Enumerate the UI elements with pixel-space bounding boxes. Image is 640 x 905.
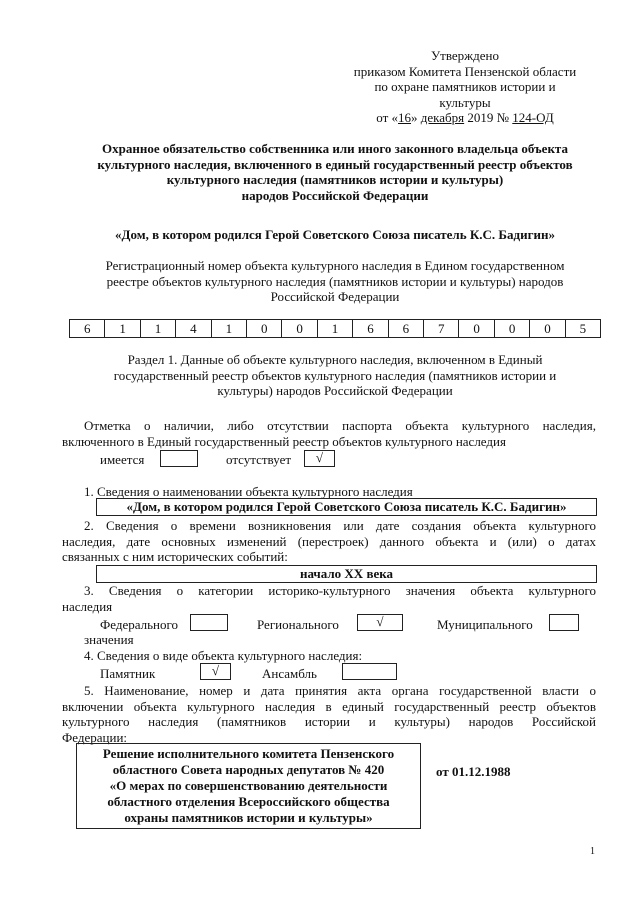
item-2-text: 2. Сведения о времени возникновения или дате создания объекта культурного наследия, дате основных изменений (перестроек) данного объекта и (или) о датах связанных с ним исторических событий: — [62, 518, 596, 564]
passport-has-box — [160, 450, 198, 467]
passport-has-label: имеется — [100, 452, 145, 467]
reg-number-label: Регистрационный номер объекта культурного наследия в Едином государственном реестре объектов культурного наследия (памятников истории и культуры) народов Российской Федерации — [105, 258, 565, 304]
approval-line-1: Утверждено — [430, 48, 500, 63]
approval-date: от «16» декабря 2019 № 124-ОД — [376, 110, 554, 125]
approval-line-3: по охране памятников истории и — [374, 79, 556, 94]
reg-digit: 6 — [353, 320, 388, 337]
reg-digit: 1 — [318, 320, 353, 337]
regional-label: Регионального — [257, 617, 339, 632]
reg-number-table — [69, 319, 601, 338]
reg-digit: 0 — [459, 320, 494, 337]
municipal-box — [549, 614, 579, 631]
page-number: 1 — [590, 846, 595, 857]
reg-digit: 0 — [247, 320, 282, 337]
act-box: Решение исполнительного комитета Пензенского областного Совета народных депутатов № 420 «О мерах по совершенствованию деятельности областного отделения Всероссийского общества охраны памятников истории и культуры» — [76, 743, 421, 829]
reg-digit: 6 — [70, 320, 105, 337]
ensemble-box — [342, 663, 397, 680]
item-5-text: 5. Наименование, номер и дата принятия акта органа государственной власти о включении объекта культурного наследия в единый государственный реестр объектов культурного наследия (памятников истории и культуры) народов Российской Федерации: — [62, 683, 596, 745]
item-1-label: 1. Сведения о наименовании объекта культурного наследия — [84, 484, 413, 499]
monument-label: Памятник — [100, 666, 156, 681]
approval-number: 124-ОД — [512, 110, 554, 125]
passport-absent-label: отсутствует — [226, 452, 292, 467]
reg-digit: 1 — [105, 320, 140, 337]
section-1-heading: Раздел 1. Данные об объекте культурного наследия, включенном в Единый государственный реестр объектов культурного наследия (памятников истории и культуры) народов Российской Федерации — [113, 352, 557, 398]
approval-line-4: культуры — [439, 94, 491, 110]
act-date: от 01.12.1988 — [436, 764, 511, 779]
approval-block — [330, 48, 600, 126]
item-4-label: 4. Сведения о виде объекта культурного наследия: — [84, 648, 363, 663]
item-1-value-box — [96, 498, 597, 516]
regional-box: √ — [357, 614, 403, 631]
item-1-value: «Дом, в котором родился Герой Советского Союза писатель К.С. Бадигин» — [126, 499, 567, 514]
reg-digit: 0 — [530, 320, 565, 337]
reg-digit: 0 — [495, 320, 530, 337]
passport-text: Отметка о наличии, либо отсутствии паспорта объекта культурного наследия, включенного в Единый государственный реестр объектов культурного наследия — [62, 418, 596, 449]
approval-line-2: приказом Комитета Пензенской области — [353, 63, 577, 79]
reg-digit: 4 — [176, 320, 211, 337]
reg-digit: 5 — [579, 321, 587, 336]
reg-digit: 7 — [424, 320, 459, 337]
federal-box — [190, 614, 228, 631]
passport-absent-box: √ — [304, 450, 335, 467]
monument-box: √ — [200, 663, 231, 680]
federal-label: Федерального — [100, 617, 179, 632]
municipal-label: Муниципального — [437, 617, 533, 632]
item-2-value: начало XX века — [299, 566, 394, 581]
approval-month: декабря — [420, 110, 465, 125]
document-title: Охранное обязательство собственника или иного законного владельца объекта культурного наследия, включенного в единый государственный реестр объектов культурного наследия (памятников истории и культуры) народов Российской Федерации — [97, 141, 573, 203]
approval-day: 16 — [398, 110, 412, 125]
item-3-value-word: значения — [84, 632, 134, 647]
ensemble-label: Ансамбль — [262, 666, 317, 681]
reg-digit: 1 — [141, 320, 176, 337]
item-2-value-box — [96, 565, 597, 583]
reg-digit: 6 — [389, 320, 424, 337]
reg-digit: 0 — [282, 320, 317, 337]
reg-digit: 1 — [212, 320, 247, 337]
object-name-heading: «Дом, в котором родился Герой Советского Союза писатель К.С. Бадигин» — [115, 227, 555, 242]
item-3-text: 3. Сведения о категории историко-культурного значения объекта культурного наследия — [62, 583, 596, 614]
